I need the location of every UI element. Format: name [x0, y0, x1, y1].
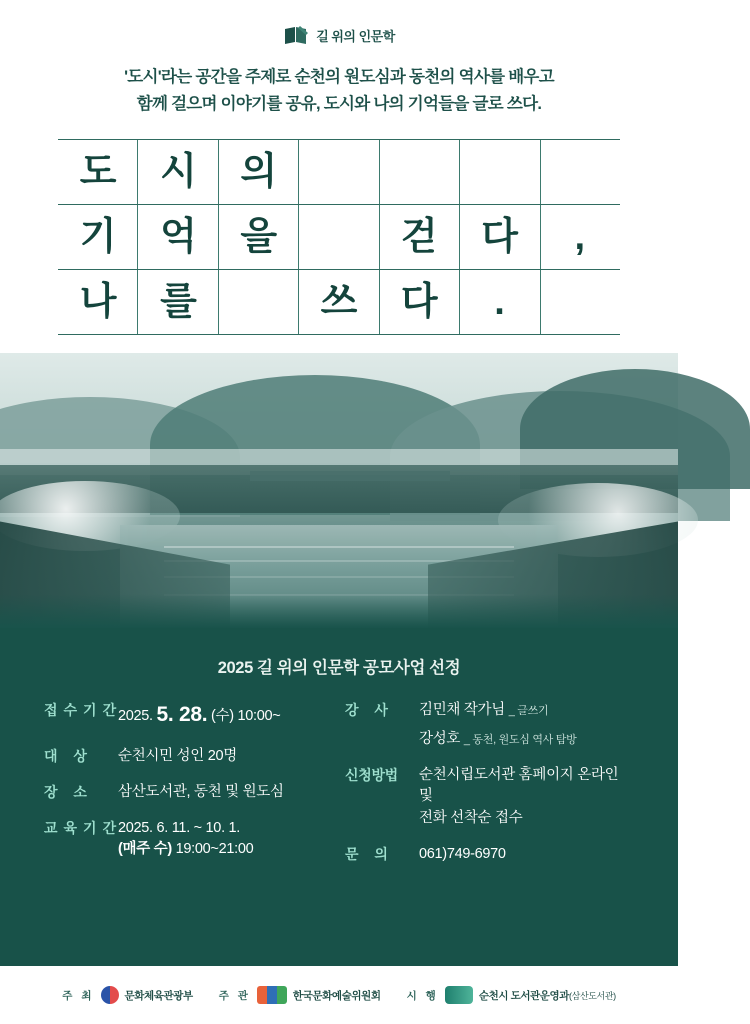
title-char: 의 [240, 151, 278, 194]
title-row-2 [58, 204, 620, 269]
title-char: 억 [160, 216, 197, 259]
lecturer-1-name: 김민채 작가님 [419, 702, 505, 719]
footer-role-executor: 시 행 [406, 989, 439, 1002]
education-period-weekday: (매주 수) [118, 840, 172, 857]
title-char [459, 141, 539, 203]
title-char [219, 271, 299, 333]
apply-method-line-1: 순천시립도서관 홈페이지 온라인 및 [419, 767, 619, 805]
title-row-1 [58, 139, 620, 204]
title-char: 나 [79, 281, 117, 324]
education-period-line-1: 2025. 6. 11. ~ 10. 1. [118, 819, 241, 836]
book-pen-icon [283, 25, 309, 45]
label-inquiry: 문 의 [345, 845, 394, 862]
footer-org-host [62, 986, 192, 1004]
label-target: 대 상 [44, 747, 93, 764]
value-place: 삼산도서관, 동천 및 원도심 [118, 783, 284, 800]
info-row-inquiry [345, 844, 634, 865]
info-row-education-period [44, 818, 333, 860]
application-period-date: 5. 28. [156, 703, 208, 727]
river-landscape-photo [0, 353, 678, 628]
title-text-2 [58, 206, 620, 268]
lecturer-2-name: 강성호 [419, 731, 461, 748]
info-row-place [44, 782, 333, 803]
title-char: 도 [79, 151, 117, 194]
brand-header [0, 0, 678, 48]
info-panel [0, 628, 678, 1024]
lead-paragraph [0, 64, 678, 117]
footer-role-organizer: 주 관 [218, 989, 251, 1002]
footer-role-host: 주 최 [62, 989, 95, 1002]
brand-label: 길 위의 인문학 [316, 28, 395, 44]
korea-emblem-icon [101, 986, 119, 1004]
footer-name-host: 문화체육관광부 [124, 989, 193, 1002]
value-inquiry: 061)749-6970 [419, 845, 506, 862]
info-column-right [345, 700, 634, 879]
application-period-suffix: (수) 10:00~ [211, 708, 281, 725]
title-char: 다 [400, 281, 438, 324]
footer-name-executor-text: 순천시 도서관운영과 [478, 989, 570, 1002]
footer-name-executor-sub: (삼산도서관) [569, 990, 616, 1001]
education-period-line-2 [118, 839, 253, 860]
info-panel-title: 2025 길 위의 인문학 공모사업 선정 [217, 659, 461, 678]
title-text-1 [58, 141, 620, 203]
title-char: 시 [160, 151, 197, 194]
photo-bottom-fade [0, 594, 678, 628]
value-application-period [118, 700, 280, 730]
title-char [379, 141, 459, 203]
value-apply-method [419, 765, 634, 828]
title-char: 를 [160, 281, 197, 324]
title-char: . [494, 281, 505, 324]
title-char: 기 [79, 216, 117, 259]
lead-line-1: '도시'라는 공간을 주제로 순천의 원도심과 동천의 역사를 배우고 [124, 68, 554, 86]
lecturer-1-note: _ 글쓰기 [508, 705, 549, 718]
title-char [540, 141, 620, 203]
title-row-3 [58, 269, 620, 335]
title-char [540, 271, 620, 333]
info-columns [0, 700, 678, 879]
title-char: 을 [240, 216, 278, 259]
info-row-lecturer [345, 700, 634, 750]
label-application-period: 접수기간 [44, 702, 123, 719]
value-target: 순천시민 성인 20명 [118, 747, 237, 764]
footer-organizations [0, 966, 678, 1024]
application-period-prefix: 2025. [118, 708, 153, 725]
info-row-application-period [44, 700, 333, 730]
info-row-target [44, 746, 333, 767]
suncheon-city-logo-icon [445, 986, 473, 1004]
title-char [299, 141, 379, 203]
value-education-period [118, 818, 253, 860]
info-column-left [44, 700, 333, 879]
lecturer-2 [419, 729, 576, 750]
title-text-3 [58, 271, 620, 333]
education-period-time: 19:00~21:00 [171, 840, 254, 857]
label-apply-method: 신청방법 [345, 767, 398, 784]
title-char: 쓰 [320, 281, 358, 324]
label-place: 장 소 [44, 783, 93, 800]
arko-logo-icon [257, 986, 287, 1004]
lead-line-2: 함께 걸으며 이야기를 공유, 도시와 나의 기억들을 글로 쓰다. [136, 94, 542, 113]
label-lecturer: 강 사 [345, 702, 394, 719]
bridge [250, 471, 450, 481]
label-education-period: 교육기간 [44, 819, 123, 836]
title-char [299, 206, 379, 268]
footer-org-organizer [219, 986, 381, 1004]
footer-name-organizer: 한국문화예술위원회 [292, 989, 381, 1002]
title-char: , [574, 216, 586, 259]
lecturer-2-note: _ 동천, 원도심 역사 탐방 [463, 734, 577, 747]
poster-title [0, 139, 678, 339]
apply-method-line-2: 전화 선착순 접수 [419, 809, 523, 826]
footer-org-executor [407, 986, 616, 1004]
lecturer-1 [419, 700, 576, 721]
value-lecturer [419, 700, 576, 750]
title-char: 걷 [400, 216, 438, 259]
footer-name-executor [479, 988, 616, 1003]
title-char: 다 [481, 216, 518, 259]
info-row-apply-method [345, 765, 634, 828]
